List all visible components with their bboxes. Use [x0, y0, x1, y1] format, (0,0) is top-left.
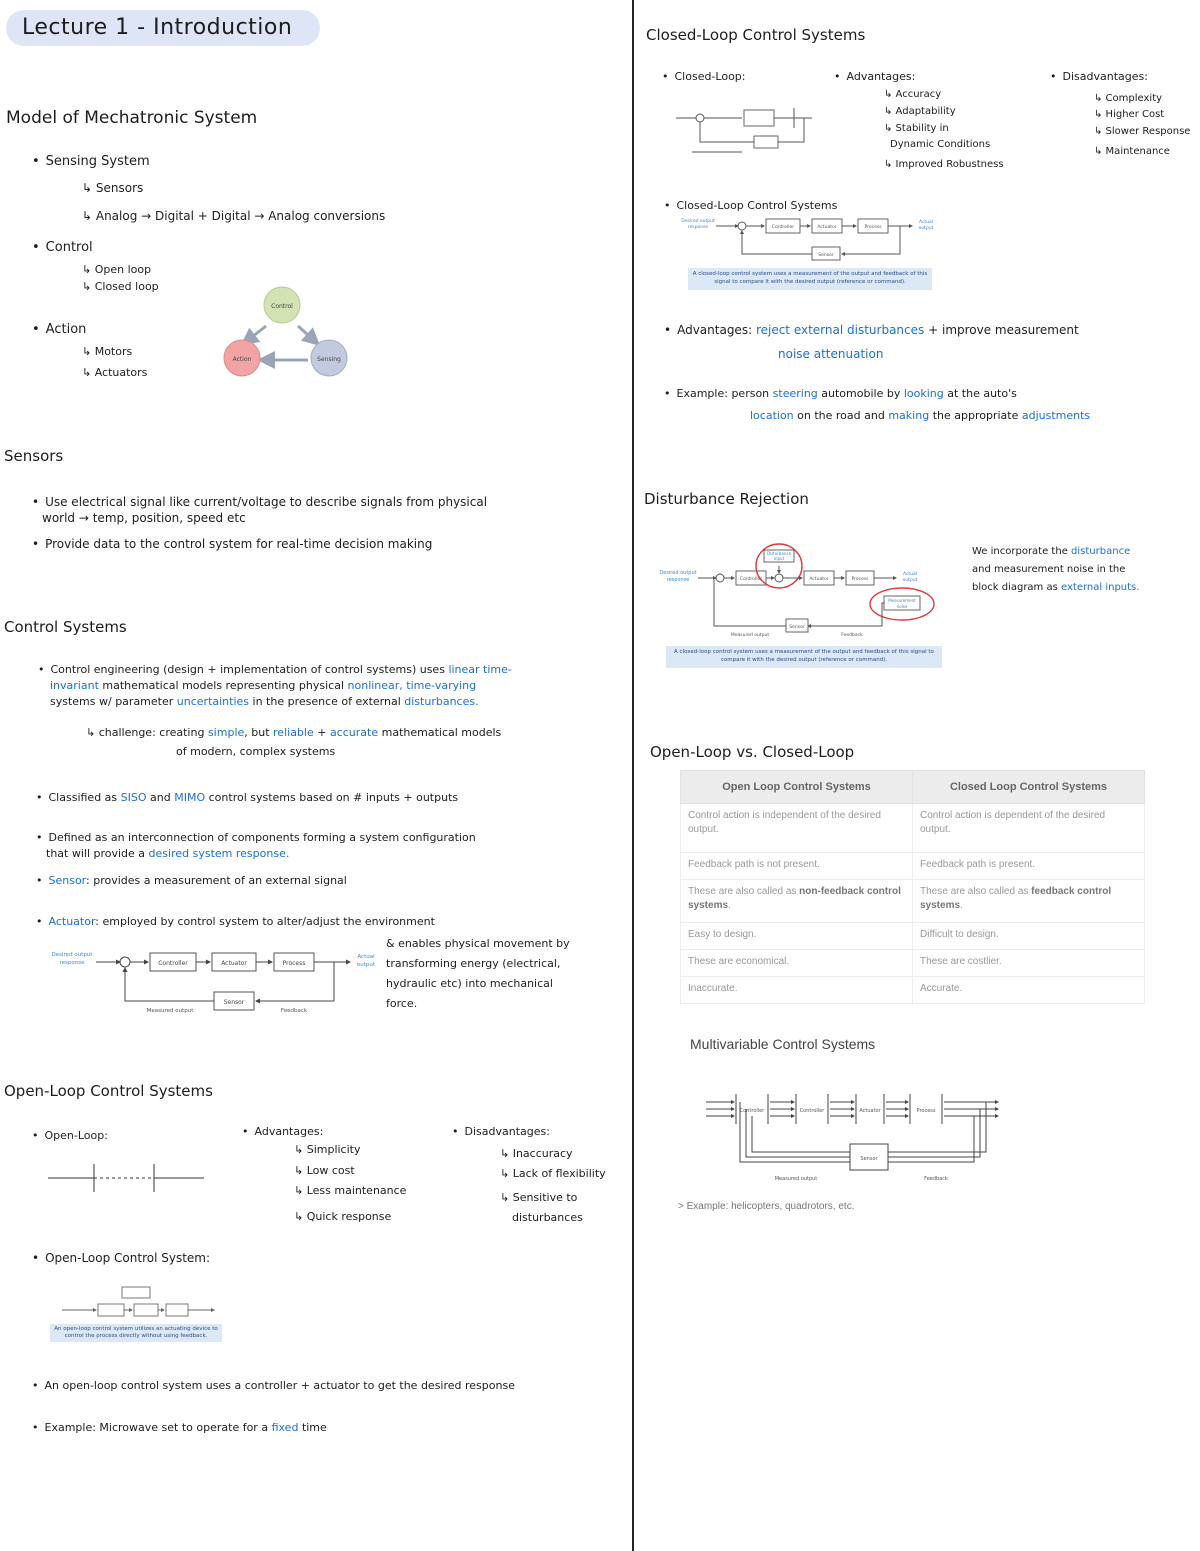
actuator-box-label: Actuator	[221, 960, 247, 967]
closed-loop-example-line-1: • Example: person steering automobile by looking at the auto's	[664, 386, 1017, 401]
closed-loop-advantages-line-1: • Advantages: reject external disturbances + improve measurement	[664, 322, 1079, 339]
mv-feedback-label: Feedback	[924, 1176, 948, 1182]
ol-dis-4: disturbances	[512, 1211, 583, 1224]
triangle-control-label: Control	[271, 303, 293, 310]
closed-loop-advantages-line-2: noise attenuation	[778, 347, 884, 361]
table-cell: Feedback path is not present.	[681, 853, 913, 880]
dr-measured-label: Measured output	[730, 633, 770, 638]
sensor-definition: • Sensor: provides a measurement of an external signal	[36, 873, 347, 888]
table-cell: These are economical.	[681, 950, 913, 977]
table-cell: Control action is dependent of the desired output.	[913, 804, 1145, 853]
control-sub-2: ↳ Closed loop	[82, 280, 159, 293]
disturbance-heading: Disturbance Rejection	[644, 490, 809, 508]
table-row	[681, 923, 1145, 950]
column-divider	[632, 0, 634, 1551]
mv-process-label: Process	[916, 1108, 936, 1114]
open-loop-advantages: • Advantages:	[242, 1124, 323, 1139]
closed-loop-mini-diagram	[672, 98, 820, 158]
sensing-system-item: • Sensing System	[32, 152, 150, 171]
dr-actual-label-2: output	[902, 578, 918, 583]
open-loop-example: • Example: Microwave set to operate for a fixed time	[32, 1420, 327, 1435]
closed-loop-caption: A closed-loop control system uses a measurement of the output and feedback of this signal to compare it with the desired output (reference or command).	[688, 268, 932, 290]
open-loop-mini-diagram	[44, 1160, 208, 1198]
disturbance-label-1: Disturbance	[766, 551, 792, 556]
table-row	[681, 977, 1145, 1004]
sensing-sub-1: ↳ Sensors	[82, 181, 144, 195]
noise-label-2: noise	[896, 604, 908, 609]
challenge-line-1: ↳ challenge: creating simple, but reliable + accurate mathematical models	[86, 726, 502, 739]
ol-dis-3: ↳ Sensitive to	[500, 1191, 578, 1204]
controller-box-label: Controller	[158, 960, 188, 967]
actual-label-1: Actual	[357, 954, 375, 960]
header-closed-loop: Closed Loop Control Systems	[913, 771, 1145, 804]
sensors-bullet-1b: world → temp, position, speed etc	[42, 511, 246, 525]
closed-loop-example-line-2: location on the road and making the appropriate adjustments	[750, 409, 1091, 422]
ol-adv-3: ↳ Less maintenance	[294, 1184, 407, 1197]
table-cell: Control action is independent of the desired output.	[681, 804, 913, 853]
measured-output-label: Measured output	[146, 1008, 194, 1014]
table-cell: Easy to design.	[681, 923, 913, 950]
open-loop-uses: • An open-loop control system uses a controller + actuator to get the desired response	[32, 1378, 515, 1393]
open-loop-label: • Open-Loop:	[32, 1128, 108, 1143]
page-title: Lecture 1 - Introduction	[22, 15, 293, 40]
actuator-line-2: & enables physical movement by	[386, 937, 570, 950]
cl-actuator-label: Actuator	[817, 225, 837, 230]
triangle-sensing-label: Sensing	[317, 356, 341, 363]
table-cell: These are also called as non-feedback control systems.	[681, 880, 913, 923]
model-heading: Model of Mechatronic System	[6, 108, 258, 128]
process-box-label: Process	[282, 960, 306, 967]
disturbance-note-1: We incorporate the disturbance	[972, 546, 1131, 557]
cl-dis-1: ↳ Complexity	[1094, 93, 1163, 104]
multivariable-block-diagram	[686, 1086, 1026, 1186]
desired-label-1: Desired output	[51, 952, 93, 958]
table-row	[681, 853, 1145, 880]
actuator-line-4: hydraulic etc) into mechanical	[386, 977, 553, 990]
multivariable-heading: Multivariable Control Systems	[690, 1036, 876, 1052]
ol-adv-1: ↳ Simplicity	[294, 1143, 361, 1156]
dr-desired-label-1: Desired output	[659, 570, 697, 576]
closed-loop-block-diagram-small	[44, 942, 380, 1016]
comparison-table	[680, 770, 1145, 1004]
table-cell: Difficult to design.	[913, 923, 1145, 950]
triangle-action-label: Action	[232, 356, 252, 363]
dr-actuator-label: Actuator	[809, 577, 829, 582]
table-header-row	[681, 771, 1145, 804]
table-cell: These are also called as feedback control systems.	[913, 880, 1145, 923]
defined-line-1: • Defined as an interconnection of components forming a system configuration	[36, 830, 476, 845]
versus-heading: Open-Loop vs. Closed-Loop	[650, 743, 855, 761]
closed-loop-advantages: • Advantages:	[834, 69, 915, 84]
challenge-line-2: of modern, complex systems	[176, 745, 336, 758]
open-loop-system-label: • Open-Loop Control System:	[32, 1250, 210, 1267]
table-row	[681, 804, 1145, 853]
table-cell: Inaccurate.	[681, 977, 913, 1004]
actuator-definition: • Actuator: employed by control system to alter/adjust the environment	[36, 914, 435, 929]
disturbance-note-3: block diagram as external inputs.	[972, 582, 1140, 593]
sensors-heading: Sensors	[4, 447, 64, 465]
cl-dis-3: ↳ Slower Response	[1094, 126, 1191, 137]
actuator-line-3: transforming energy (electrical,	[386, 957, 561, 970]
closed-loop-systems-label: • Closed-Loop Control Systems	[664, 198, 837, 213]
cl-adv-1: ↳ Accuracy	[884, 89, 942, 100]
open-loop-heading: Open-Loop Control Systems	[4, 1082, 213, 1100]
ol-adv-2: ↳ Low cost	[294, 1164, 355, 1177]
sensors-bullet-1a: • Use electrical signal like current/voltage to describe signals from physical	[32, 494, 487, 511]
table-cell: These are costlier.	[913, 950, 1145, 977]
cl-adv-3: ↳ Stability in	[884, 123, 949, 134]
action-sub-2: ↳ Actuators	[82, 366, 148, 379]
dr-actual-label-1: Actual	[902, 572, 918, 577]
feedback-label: Feedback	[280, 1008, 308, 1014]
actual-label-2: output	[356, 962, 376, 968]
dr-feedback-label: Feedback	[841, 633, 863, 638]
sensor-box-label: Sensor	[223, 999, 245, 1006]
disturbance-block-diagram	[656, 542, 948, 642]
actuator-line-5: force.	[386, 997, 418, 1010]
dr-desired-label-2: response	[666, 577, 690, 583]
multivariable-example: > Example: helicopters, quadrotors, etc.	[678, 1201, 855, 1212]
mv-measured-label: Measured output	[774, 1176, 818, 1182]
defined-line-2: that will provide a desired system response.	[46, 847, 290, 860]
control-item: • Control	[32, 238, 93, 257]
cl-actual-label-2: output	[918, 226, 934, 231]
classified-line: • Classified as SISO and MIMO control systems based on # inputs + outputs	[36, 790, 458, 805]
closed-loop-block-diagram-right	[680, 212, 936, 264]
disturbance-note-2: and measurement noise in the	[972, 564, 1126, 575]
cl-desired-label-1: Desired output	[681, 219, 715, 224]
mv-controller-label-2: Controller	[799, 1108, 825, 1114]
disturbance-label-2: input	[773, 556, 785, 561]
closed-loop-heading: Closed-Loop Control Systems	[646, 26, 866, 44]
cl-controller-label: Controller	[771, 225, 795, 230]
open-loop-disadvantages: • Disadvantages:	[452, 1124, 550, 1139]
table-row	[681, 950, 1145, 977]
cl-sensor-label: Sensor	[818, 253, 834, 258]
action-item: • Action	[32, 320, 86, 339]
mv-sensor-label: Sensor	[860, 1156, 878, 1162]
dr-controller-label: Controller	[739, 577, 763, 582]
mechatronic-triangle-diagram	[210, 282, 360, 382]
cl-adv-5: ↳ Improved Robustness	[884, 159, 1004, 170]
ol-dis-2: ↳ Lack of flexibility	[500, 1167, 606, 1180]
cl-adv-4: Dynamic Conditions	[890, 139, 991, 150]
closed-loop-label: • Closed-Loop:	[662, 69, 746, 84]
control-eng-line-1: • Control engineering (design + implementation of control systems) uses linear time-	[38, 662, 512, 677]
open-loop-block-diagram	[58, 1284, 218, 1324]
ol-adv-4: ↳ Quick response	[294, 1210, 392, 1223]
disturbance-caption: A closed-loop control system uses a measurement of the output and feedback of this signal to compare it with the desired output (reference or command).	[666, 646, 942, 668]
control-eng-line-2: invariant mathematical models representing physical nonlinear, time-varying	[50, 679, 477, 692]
dr-sensor-label: Sensor	[789, 625, 805, 630]
table-cell: Feedback path is present.	[913, 853, 1145, 880]
cl-actual-label-1: Actual	[918, 220, 934, 225]
cl-dis-4: ↳ Maintenance	[1094, 146, 1170, 157]
sensors-bullet-2: • Provide data to the control system for real-time decision making	[32, 536, 432, 553]
ol-dis-1: ↳ Inaccuracy	[500, 1147, 573, 1160]
control-systems-heading: Control Systems	[4, 618, 127, 636]
control-eng-line-3: systems w/ parameter uncertainties in the presence of external disturbances.	[50, 695, 479, 708]
cl-process-label: Process	[864, 225, 882, 230]
action-sub-1: ↳ Motors	[82, 345, 133, 358]
closed-loop-disadvantages: • Disadvantages:	[1050, 69, 1148, 84]
dr-process-label: Process	[851, 577, 869, 582]
cl-dis-2: ↳ Higher Cost	[1094, 109, 1165, 120]
mv-actuator-label: Actuator	[859, 1108, 881, 1114]
desired-label-2: response	[59, 960, 85, 966]
table-row	[681, 880, 1145, 923]
noise-label-1: Measurement	[888, 598, 916, 603]
mv-controller-label: Controller	[739, 1108, 765, 1114]
cl-desired-label-2: response	[687, 225, 709, 230]
control-sub-1: ↳ Open loop	[82, 263, 152, 276]
open-loop-caption: An open-loop control system utilizes an actuating device to control the process directly without using feedback.	[50, 1324, 222, 1342]
table-cell: Accurate.	[913, 977, 1145, 1004]
sensing-sub-2: ↳ Analog → Digital + Digital → Analog conversions	[82, 209, 386, 223]
header-open-loop: Open Loop Control Systems	[681, 771, 913, 804]
cl-adv-2: ↳ Adaptability	[884, 106, 956, 117]
